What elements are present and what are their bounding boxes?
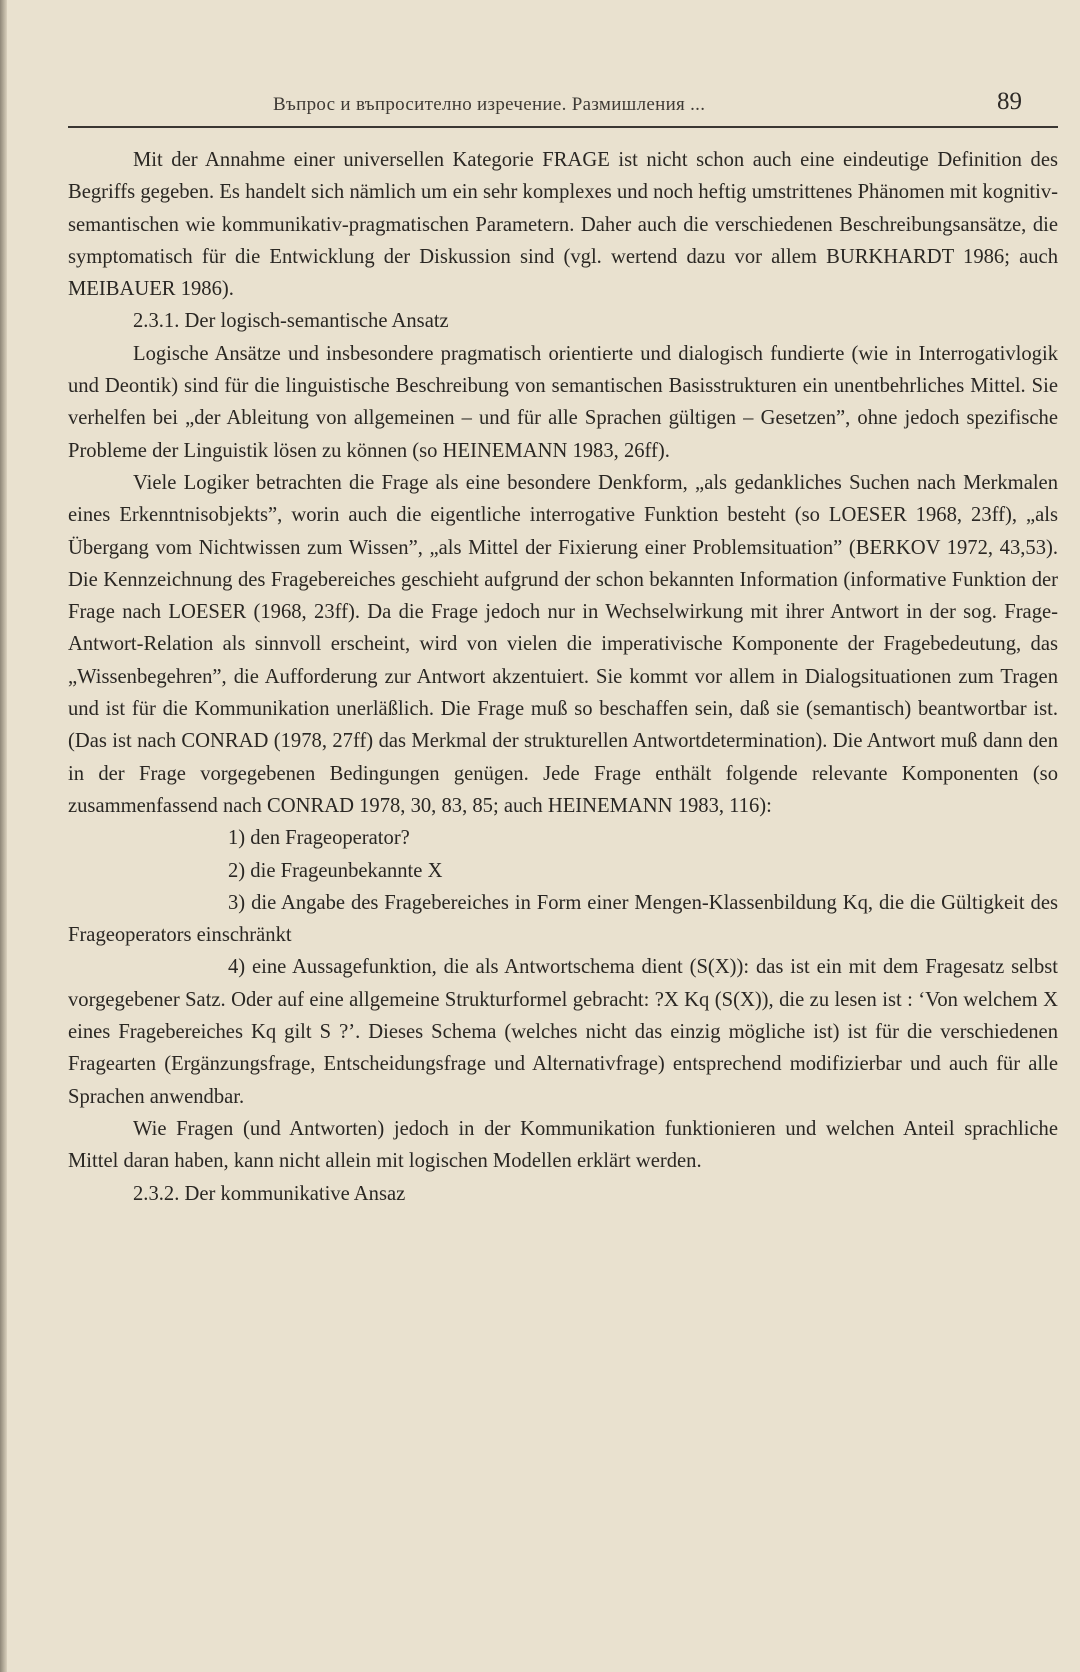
- section-heading-2-3-1: 2.3.1. Der logisch-semantische Ansatz: [133, 310, 449, 333]
- paragraph-logicians: Viele Logiker betrachten die Frage als eine besondere Denkform, „als gedankliches Suchen nach Merkmalen eines Erkenntnisobjekts”, worin auch die eigentliche interrogative Funktion besteht (so LOESER 1968, 23ff), „als Übergang vom Nichtwissen zum Wissen”, „als Mittel der Fixierung einer Problemsituation” (BERKOV 1972, 43,53). Die Kennzeichnung des Fragebereiches geschieht aufgrund der schon bekannten Information (informative Funktion der Frage nach LOESER (1968, 23ff). Da die Frage jedoch nur in Wechselwirkung mit ihrer Antwort in der sog. Frage-Antwort-Relation als sinnvoll erscheint, wird von vielen die imperativische Komponente der Fragebedeutung, das „Wissenbegehren”, die Aufforderung zur Antwort akzentuiert. Sie kommt vor allem in Dialogsituationen zum Tragen und ist für die Kommunikation unerläßlich. Die Frage muß so beschaffen sein, daß sie (semantisch) beantwortbar ist. (Das ist nach CONRAD (1978, 27ff) das Merkmal der strukturellen Antwortdetermination). Die Antwort muß dann den in der Frage vorgegebenen Bedingungen genügen. Jede Frage enthält folgende relevante Komponenten (so zusammenfassend nach CONRAD 1978, 30, 83, 85; auch HEINEMANN 1983, 116):: [68, 471, 1058, 817]
- section-heading-2-3-2: 2.3.2. Der kommunikative Ansaz: [133, 1182, 406, 1205]
- running-title: Въпрос и въпросително изречение. Размишления ...: [273, 94, 706, 115]
- book-page: [68, 88, 1058, 1210]
- list-item-3: 3) die Angabe des Fragebereiches in Form einer Mengen-Klassenbildung Kq, die die Gültigkeit des Frageoperators einschränkt: [68, 891, 1058, 947]
- paragraph-intro: Mit der Annahme einer universellen Kategorie FRAGE ist nicht schon auch eine eindeutige Definition des Begriffs gegeben. Es handelt sich nämlich um ein sehr komplexes und noch heftig umstrittenes Phänomen mit kognitiv-semantischen wie kommunikativ-pragmatischen Parametern. Daher auch die verschiedenen Beschreibungsansätze, die symptomatisch für die Entwicklung der Diskussion sind (vgl. wertend dazu vor allem BURKHARDT 1986; auch MEIBAUER 1986).: [68, 149, 1058, 301]
- list-item-2: 2) die Frageunbekannte X: [228, 859, 443, 882]
- page-edge-shadow: [0, 0, 7, 1672]
- list-item-1: 1) den Frageoperator?: [228, 827, 410, 850]
- page-number: 89: [997, 88, 1022, 115]
- paragraph-communication: Wie Fragen (und Antworten) jedoch in der Kommunikation funktionieren und welchen Anteil sprachliche Mittel daran haben, kann nicht allein mit logischen Modellen erklärt werden.: [68, 1117, 1058, 1173]
- paragraph-logical-approaches: Logische Ansätze und insbesondere pragmatisch orientierte und dialogisch fundierte (wie in Interrogativlogik und Deontik) sind für die linguistische Beschreibung von semantischen Basisstrukturen ein unentbehrliches Mittel. Sie verhelfen bei „der Ableitung von allgemeinen – und für alle Sprachen gültigen – Gesetzen”, ohne jedoch spezifische Probleme der Linguistik lösen zu können (so HEINEMANN 1983, 26ff).: [68, 342, 1058, 462]
- page-body: [68, 144, 1058, 1210]
- running-header: [68, 88, 1058, 128]
- list-item-4: 4) eine Aussagefunktion, die als Antwortschema dient (S(X)): das ist ein mit dem Fragesatz selbst vorgegebener Satz. Oder auf eine allgemeine Strukturformel gebracht: ?X Kq (S(X)), die zu lesen ist : ‘Von welchem X eines Fragebereiches Kq gilt S ?’. Dieses Schema (welches nicht das einzig mögliche ist) ist für die verschiedenen Fragearten (Ergänzungsfrage, Entscheidungsfrage und Alternativfrage) entsprechend modifizierbar und auch für alle Sprachen anwendbar.: [68, 956, 1058, 1108]
